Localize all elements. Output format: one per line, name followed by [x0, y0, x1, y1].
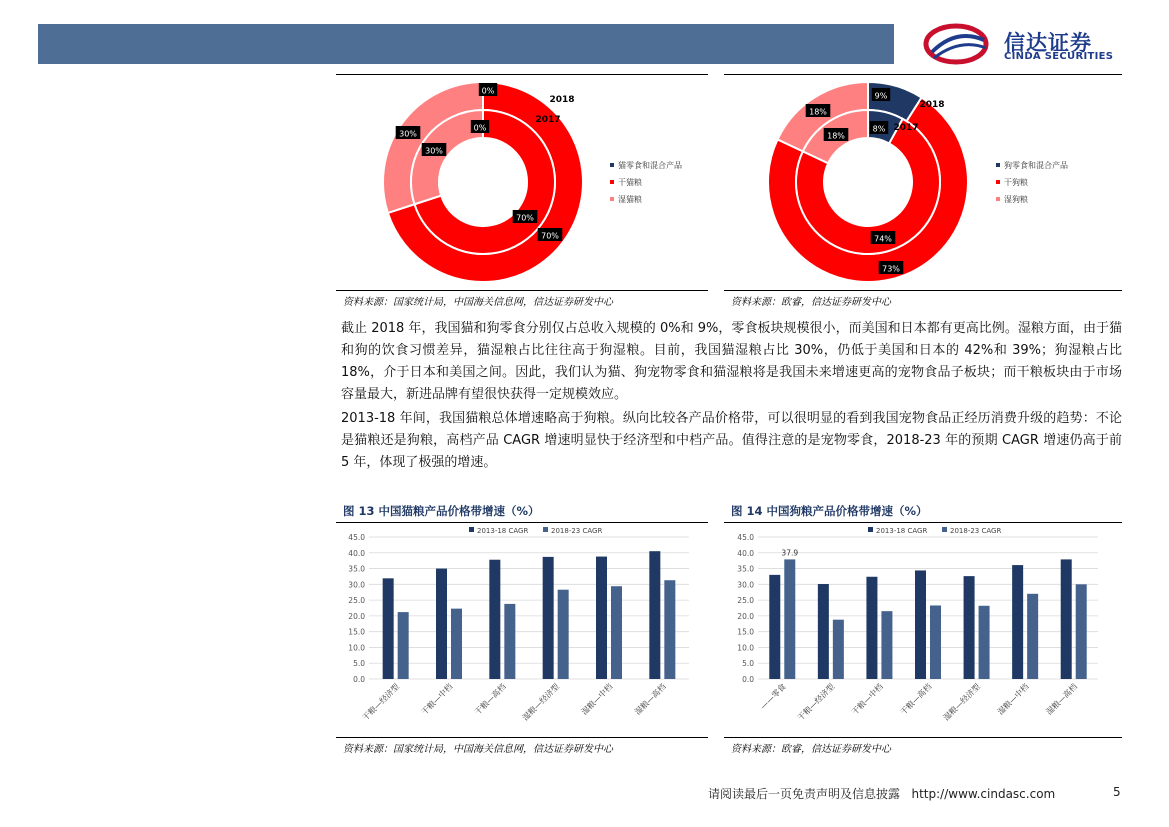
cat-legend-swatch-0	[610, 163, 614, 167]
cat-bar-bar-s1-c0	[398, 612, 409, 679]
cat-bar-legend-label-0: 2013-18 CAGR	[477, 527, 529, 535]
dog-bar-ytick-7: 35.0	[737, 564, 754, 574]
body-paragraph-1: 截止 2018 年，我国猫和狗零食分别仅占总收入规模的 0%和 9%，零食板块规模很小，而美国和日本都有更高比例。湿粮方面，由于猫和狗的饮食习惯差异，猫湿粮占比往往高于狗湿粮。目前，我国猫湿粮占比 30%，仍低于美国和日本的 42%和 39%；狗湿粮占比 18%，介于日本和美国之间。因此，我们认为猫、狗宠物零食和猫湿粮将是我国未来增速更高的宠物食品子板块；而干粮板块由于市场容量最大，新进品牌有望很快获得一定规模效应。	[341, 321, 1122, 402]
dog-bar-bar-s0-c5	[1012, 565, 1023, 679]
cat-food-donut-chart	[336, 76, 708, 290]
dog-bar-bar-s1-c6	[1076, 584, 1087, 679]
dog-inner-label-0: 8%	[872, 124, 886, 134]
cat-bar-bar-s0-c2	[489, 560, 500, 679]
cat-legend-label-2: 湿猫粮	[618, 195, 642, 204]
cat-bar-ytick-9: 45.0	[348, 533, 365, 542]
dog-bar-ytick-4: 20.0	[737, 611, 754, 621]
cat-bar-ytick-4: 20.0	[348, 611, 365, 621]
dog-outer-label-1: 73%	[882, 264, 900, 274]
fig13-title: 图 13 中国猫粮产品价格带增速（%）	[343, 504, 540, 518]
cat-bar-ytick-6: 30.0	[348, 580, 365, 590]
dog-bar-bar-s0-c1	[818, 584, 829, 679]
dog-bar-bar-s1-c5	[1027, 594, 1038, 679]
fig14-source: 资料来源：欧睿，信达证券研发中心	[731, 744, 891, 755]
dog-bar-bar-s1-c3	[930, 605, 941, 679]
dog-inner-year-label: 2017	[893, 123, 919, 133]
cat-bar-bar-s1-c2	[504, 604, 515, 679]
logo-english-name: CINDA SECURITIES	[1004, 51, 1114, 62]
page-number: 5	[1113, 785, 1121, 799]
cat-bar-bar-s0-c0	[383, 578, 394, 679]
footer-url-link[interactable]: http://www.cindasc.com	[911, 787, 1056, 801]
fig14-bottom-rule	[724, 737, 1122, 738]
fig13-source: 资料来源：国家统计局，中国海关信息网，信达证券研发中心	[343, 744, 613, 755]
body-paragraph-2: 2013-18 年间，我国猫粮总体增速略高于狗粮。纵向比较各产品价格带，可以很明显的看到我国宠物食品正经历消费升级的趋势：不论是猫粮还是狗粮，高档产品 CAGR 增速明显快于经济型和中档产品。值得注意的是宠物零食，2018-23 年的预期 CAGR 增速仍高于前 5 年，体现了极强的增速。	[341, 411, 1122, 470]
cat-bar-ytick-8: 40.0	[348, 548, 365, 558]
cat-donut-top-rule	[336, 74, 708, 75]
cat-bar-bar-s0-c1	[436, 569, 447, 679]
fig13-bottom-rule	[336, 737, 708, 738]
dog-bar-ytick-2: 10.0	[737, 643, 754, 653]
dog-bar-bar-s1-c2	[881, 611, 892, 679]
cat-outer-label-0: 0%	[481, 86, 495, 96]
dog-outer-label-0: 9%	[874, 91, 888, 101]
dog-legend-swatch-2	[996, 197, 1000, 201]
dog-bar-ytick-9: 45.0	[737, 533, 754, 542]
dog-donut-source: 资料来源：欧睿，信达证券研发中心	[731, 297, 891, 308]
dog-bar-xtick-1: 干粮—经济型	[795, 682, 837, 723]
cat-bar-bar-s1-c3	[558, 590, 569, 679]
cat-bar-xtick-3: 湿粮—经济型	[520, 682, 562, 723]
cat-inner-label-1: 70%	[516, 213, 534, 223]
cat-inner-year-label: 2017	[535, 115, 561, 125]
cat-inner-label-2: 30%	[425, 146, 443, 156]
footer-disclaimer	[708, 785, 1055, 802]
cat-bar-xtick-2: 干粮—高档	[473, 682, 508, 717]
dog-bar-xtick-5: 湿粮—中档	[995, 682, 1031, 717]
cat-bar-ytick-7: 35.0	[348, 564, 365, 574]
dog-legend-label-2: 湿狗粮	[1004, 195, 1028, 204]
dog-bar-xtick-4: 湿粮—经济型	[941, 682, 982, 723]
dog-bar-bar-s0-c4	[964, 576, 975, 679]
dog-bar-bar-s1-c4	[979, 606, 990, 679]
cat-bar-xtick-5: 湿粮—高档	[633, 682, 668, 717]
dog-bar-bar-s1-c1	[833, 620, 844, 679]
dog-legend-label-1: 干狗粮	[1004, 178, 1028, 187]
dog-bar-legend-label-0: 2013-18 CAGR	[876, 527, 928, 535]
fig14-title: 图 14 中国狗粮产品价格带增速（%）	[731, 504, 928, 518]
dog-bar-ytick-5: 25.0	[737, 596, 754, 606]
cat-bar-bar-s1-c5	[664, 580, 675, 679]
dog-bar-bar-s0-c2	[866, 577, 877, 679]
dog-bar-ytick-0: 0.0	[742, 675, 754, 684]
cat-bar-bar-s0-c4	[596, 557, 607, 679]
dog-legend-label-0: 狗零食和混合产品	[1004, 161, 1068, 170]
cat-bar-legend-label-1: 2018-23 CAGR	[551, 527, 603, 535]
cat-legend-swatch-1	[610, 180, 614, 184]
dog-legend-swatch-0	[996, 163, 1000, 167]
cat-bar-bar-s0-c3	[543, 557, 554, 679]
dog-food-donut-chart	[724, 76, 1122, 290]
cat-bar-ytick-5: 25.0	[348, 596, 365, 606]
dog-bar-legend-swatch-0	[868, 527, 873, 532]
cinda-logo-icon	[926, 26, 986, 62]
dog-bar-bar-s0-c0	[769, 575, 780, 679]
fig14-top-rule	[724, 522, 1122, 523]
cat-food-cagr-bar-chart	[336, 524, 708, 736]
cat-donut-source: 资料来源：国家统计局，中国海关信息网，信达证券研发中心	[343, 297, 613, 308]
dog-bar-legend-swatch-1	[942, 527, 947, 532]
dog-bar-xtick-3: 干粮—高档	[898, 682, 934, 717]
cat-bar-legend-swatch-1	[543, 527, 548, 532]
cat-bar-xtick-1: 干粮—中档	[419, 682, 455, 717]
cat-bar-ytick-3: 15.0	[348, 627, 365, 637]
cat-bar-ytick-0: 0.0	[353, 675, 365, 684]
cat-legend-label-0: 猫零食和混合产品	[618, 161, 682, 170]
cat-donut-bottom-rule	[336, 290, 708, 291]
cat-bar-bar-s1-c4	[611, 586, 622, 679]
cat-bar-bar-s0-c5	[649, 551, 660, 679]
dog-inner-label-1: 74%	[874, 234, 892, 244]
dog-legend-swatch-1	[996, 180, 1000, 184]
dog-bar-bar-s0-c3	[915, 570, 926, 679]
dog-bar-xtick-6: 湿粮—高档	[1044, 682, 1080, 717]
cat-legend-label-1: 干猫粮	[618, 178, 642, 187]
cat-legend-swatch-2	[610, 197, 614, 201]
cat-bar-xtick-0: 干粮—经济型	[360, 682, 402, 723]
dog-bar-xtick-0: ——零食	[758, 682, 788, 712]
dog-bar-ytick-8: 40.0	[737, 548, 754, 558]
dog-food-cagr-bar-chart	[724, 524, 1122, 736]
dog-bar-bar-s0-c6	[1061, 559, 1072, 679]
cat-bar-xtick-4: 湿粮—中档	[579, 682, 615, 717]
dog-bar-bar-s1-c0	[784, 559, 795, 679]
footer-disclaimer-text: 请阅读最后一页免责声明及信息披露	[708, 787, 901, 801]
dog-bar-ytick-1: 5.0	[742, 659, 754, 669]
dog-bar-legend-label-1: 2018-23 CAGR	[950, 527, 1002, 535]
dog-donut-bottom-rule	[724, 290, 1122, 291]
dog-outer-year-label: 2018	[919, 100, 945, 110]
cat-outer-year-label: 2018	[549, 95, 575, 105]
cat-outer-label-2: 30%	[399, 129, 417, 139]
dog-outer-label-2: 18%	[809, 107, 827, 117]
fig13-top-rule	[336, 522, 708, 523]
dog-bar-ytick-3: 15.0	[737, 627, 754, 637]
cat-inner-label-0: 0%	[473, 123, 487, 133]
dog-bar-data-label-0: 37.9	[781, 548, 799, 558]
cat-bar-legend-swatch-0	[469, 527, 474, 532]
cat-outer-label-1: 70%	[541, 231, 559, 241]
dog-inner-label-2: 18%	[827, 131, 845, 141]
logo-chinese-name: 信达证券	[1004, 31, 1092, 55]
cat-bar-bar-s1-c1	[451, 609, 462, 679]
dog-bar-ytick-6: 30.0	[737, 580, 754, 590]
dog-bar-xtick-2: 干粮—中档	[850, 682, 885, 717]
cat-bar-ytick-1: 5.0	[353, 659, 365, 669]
header-band	[38, 24, 894, 64]
dog-donut-top-rule	[724, 74, 1122, 75]
cat-bar-ytick-2: 10.0	[348, 643, 365, 653]
